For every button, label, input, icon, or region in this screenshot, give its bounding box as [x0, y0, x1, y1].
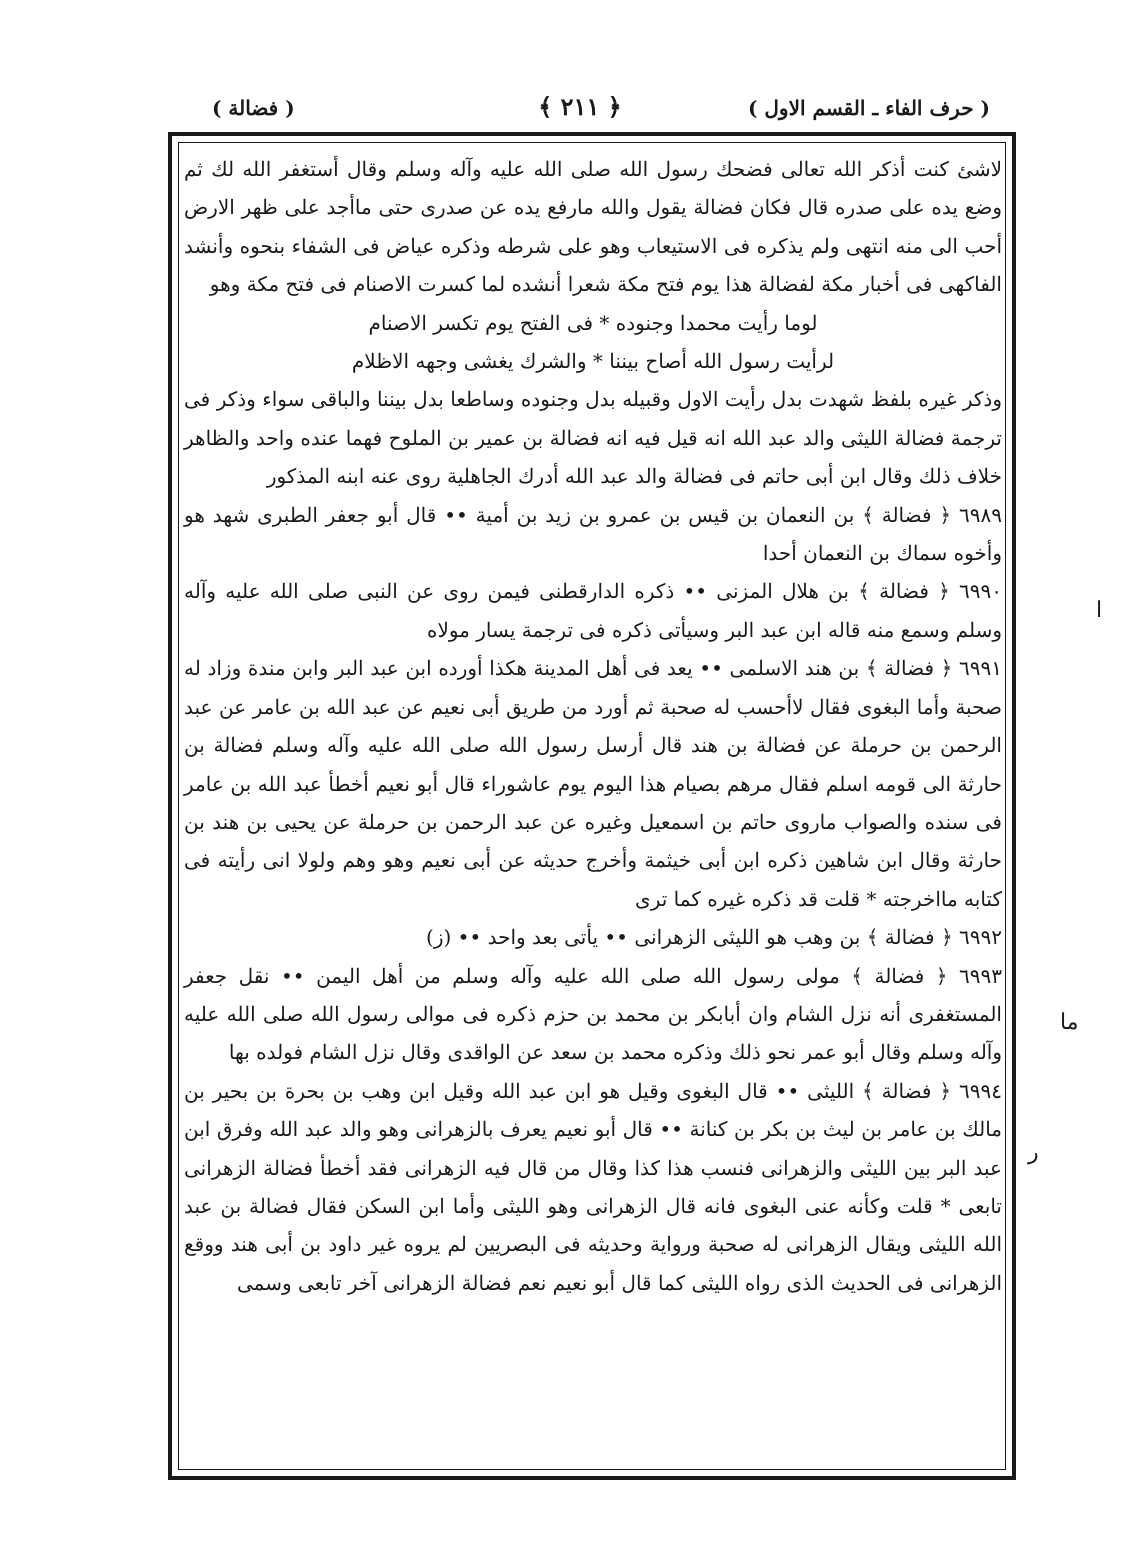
entry-6989: ٦٩٨٩ ﴿ فضالة ﴾ بن النعمان بن قيس بن عمرو بن زيد بن أمية •• قال أبو جعفر الطبرى شهد هو وأخوه سماك بن النعمان أحدا [184, 502, 1002, 566]
margin-note: ر [1028, 1140, 1039, 1165]
page-number: ﴿ ٢١١ ﴾ [538, 92, 622, 121]
margin-note: ا [1096, 598, 1103, 623]
paragraph: وذكر غيره بلفظ شهدت بدل رأيت الاول وقبيله بدل وجنوده وساطعا بدل بيننا والباقى سواء وذكر فى ترجمة فضالة الليثى والد عبد الله انه قيل فيه انه فضالة بن عمير بن الملوح فهما عنده واحد والظاهر خلاف ذلك وقال ابن أبى حاتم فى فضالة والد عبد الله أدرك الجاهلية روى عنه ابنه المذكور [184, 387, 1002, 489]
verse-line: لوما رأيت محمدا وجنوده * فى الفتح يوم تكسر الاصنام [368, 310, 818, 335]
verse-line: لرأيت رسول الله أصاح بيننا * والشرك يغشى وجهه الاظلام [351, 349, 835, 374]
body-text [184, 150, 1002, 1302]
entry-6991: ٦٩٩١ ﴿ فضالة ﴾ بن هند الاسلمى •• يعد فى أهل المدينة هكذا أورده ابن عبد البر وابن مندة وزاد له صحبة وأما البغوى فقال لاأحسب له صحبة ثم أورد من طريق أبى نعيم عن عبد الله بن عامر عن عبد الرحمن بن حرملة عن فضالة بن هند قال أرسل رسول الله صلى الله عليه وآله وسلم فضالة بن حارثة الى قومه اسلم فقال مرهم بصيام هذا اليوم يوم عاشوراء قال أبو نعيم أخطأ عبد الله بن عامر فى سنده والصواب ماروى حاتم بن اسمعيل وغيره عن عبد الرحمن بن حرملة عن يحيى بن هند بن حارثة وقال ابن شاهين ذكره ابن أبى خيثمة وأخرج حديثه عن أبى نعيم وهو وهم ولولا انى رأيته فى كتابه مااخرجته * قلت قد ذكره غيره كما ترى [184, 656, 1002, 911]
entry-6994: ٦٩٩٤ ﴿ فضالة ﴾ الليثى •• قال البغوى وقيل هو ابن عبد الله وقيل ابن وهب بن بحرة بن بحير بن مالك بن عامر بن ليث بن بكر بن كنانة •• قال أبو نعيم يعرف بالزهرانى وهو والد عبد الله وفرق ابن عبد البر بين الليثى والزهرانى فنسب هذا كذا وقال من قال فيه الزهرانى فقد أخطأ فضالة الزهرانى تابعى * قلت وكأنه عنى البغوى فانه قال الزهرانى وهو الليثى وأما ابن السكن فقال فضالة بن عبد الله الليثى ويقال الزهرانى له صحبة ورواية وحديثه فى البصريين لم يروه غير داود بن أبى هند ووقع الزهرانى فى الحديث الذى رواه الليثى كما قال أبو نعيم نعم فضالة الزهرانى آخر تابعى وسمى [184, 1078, 1003, 1295]
entry-6993: ٦٩٩٣ ﴿ فضالة ﴾ مولى رسول الله صلى الله عليه وآله وسلم من أهل اليمن •• نقل جعفر المستغفرى أنه نزل الشام وان أبابكر بن محمد بن حزم ذكره فى موالى رسول الله صلى الله عليه وآله وسلم وقال أبو عمر نحو ذلك وذكره محمد بن سعد عن الواقدى وقال نزل الشام فولده بها [184, 963, 1002, 1065]
section-title: ( حرف الفاء ـ القسم الاول ) [747, 96, 990, 120]
entry-6990: ٦٩٩٠ ﴿ فضالة ﴾ بن هلال المزنى •• ذكره الدارقطنى فيمن روى عن النبى صلى الله عليه وآله وسلم وسمع منه قاله ابن عبد البر وسيأتى ذكره فى ترجمة يسار مولاه [184, 579, 1002, 642]
entry-6992: ٦٩٩٢ ﴿ فضالة ﴾ بن وهب هو الليثى الزهرانى •• يأتى بعد واحد •• (ز) [426, 925, 1002, 950]
entry-title: ( فضالة ) [212, 96, 295, 120]
page-header [150, 92, 1010, 128]
margin-note: ما [1060, 1010, 1079, 1035]
paragraph-continuation: لاشئ كنت أذكر الله تعالى فضحك رسول الله صلى الله عليه وآله وسلم وقال أستغفر الله لك ثم وضع يده على صدره قال فكان فضالة يقول والله مارفع يده عن صدرى حتى ماأجد على ظهر الارض أحب الى منه انتهى ولم يذكره فى الاستيعاب وهو على شرطه وذكره عياض فى الشفاء بنحوه وأنشد الفاكهى فى أخبار مكة لفضالة هذا يوم فتح مكة شعرا أنشده لما كسرت الاصنام فى فتح مكة وهو [184, 157, 1002, 297]
